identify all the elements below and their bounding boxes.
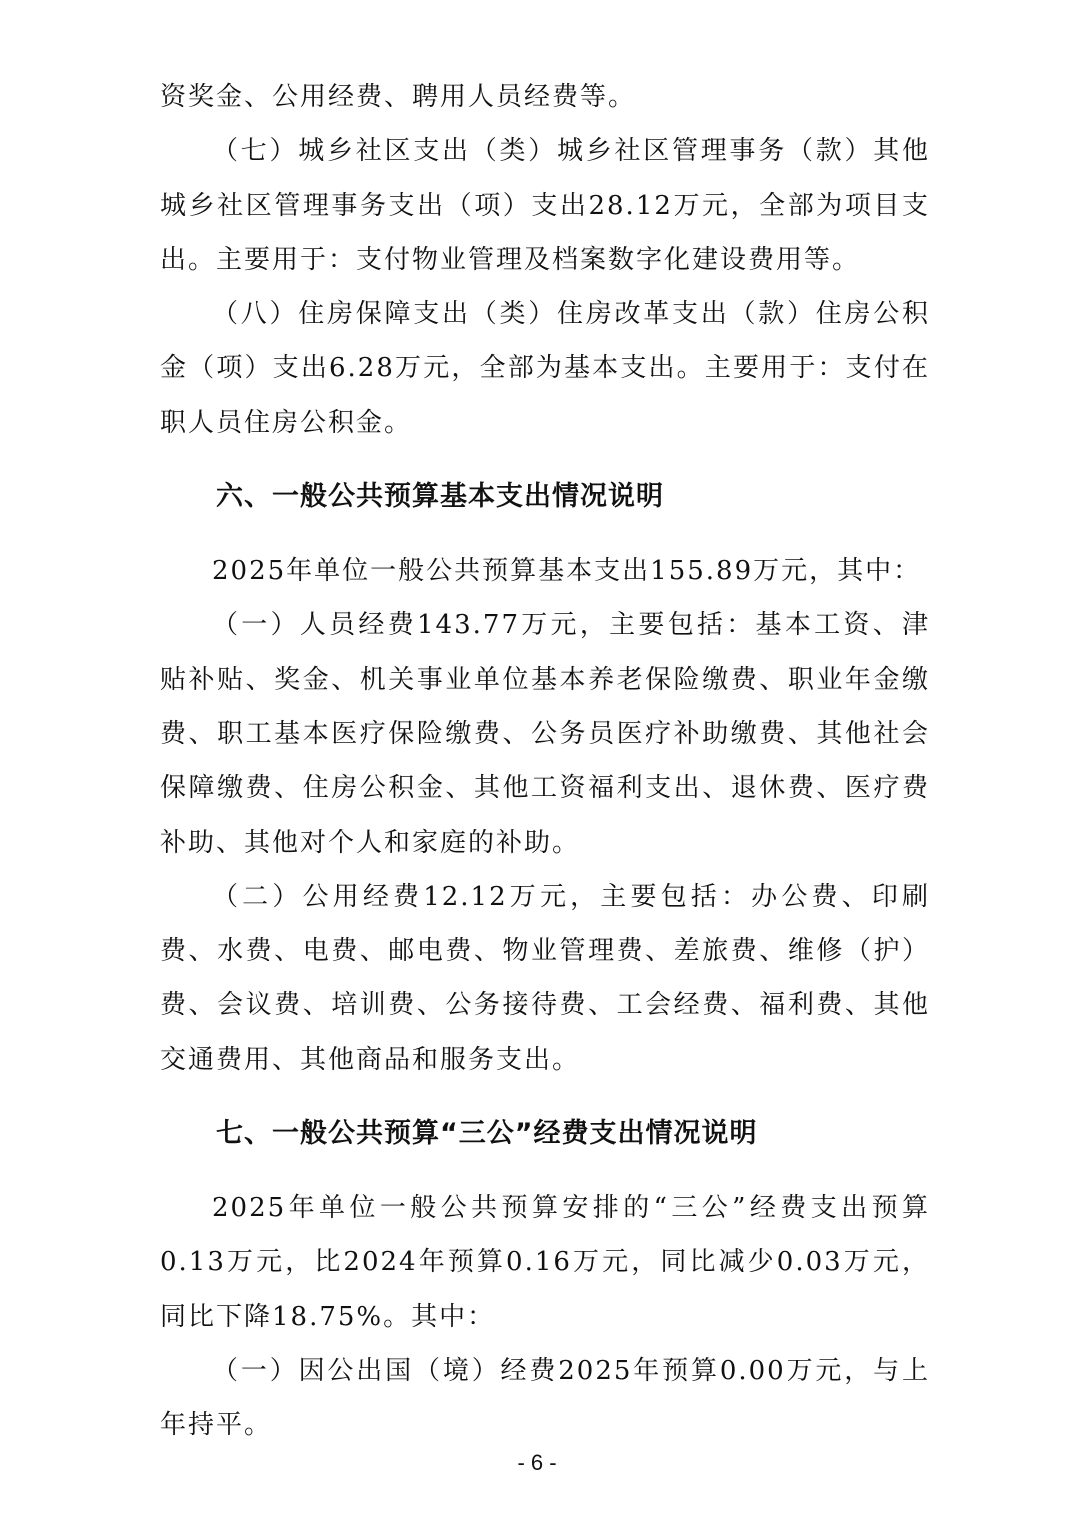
page-number: - 6 - bbox=[517, 1450, 557, 1475]
paragraph-personnel: （一）人员经费143.77万元，主要包括：基本工资、津贴补贴、奖金、机关事业单位基本养老保险缴费、职业年金缴费、职工基本医疗保险缴费、公务员医疗补助缴费、其他社会保障缴费、住房公积金、其他工资福利支出、退休费、医疗费补助、其他对个人和家庭的补助。 bbox=[160, 610, 930, 858]
paragraph-three-public: 2025年单位一般公共预算安排的“三公”经费支出预算0.13万元，比2024年预算0.16万元，同比减少0.03万元，同比下降18.75%。其中： bbox=[160, 1193, 930, 1332]
section-heading-7: 七、一般公共预算“三公”经费支出情况说明 bbox=[216, 1118, 758, 1150]
paragraph-urban-community: （七）城乡社区支出（类）城乡社区管理事务（款）其他城乡社区管理事务支出（项）支出28.12万元，全部为项目支出。主要用于：支付物业管理及档案数字化建设费用等。 bbox=[160, 136, 930, 275]
section-heading-6: 六、一般公共预算基本支出情况说明 bbox=[216, 481, 664, 513]
paragraph-housing: （八）住房保障支出（类）住房改革支出（款）住房公积金（项）支出6.28万元，全部为基本支出。主要用于：支付在职人员住房公积金。 bbox=[160, 299, 930, 438]
paragraph-public-funds: （二）公用经费12.12万元，主要包括：办公费、印刷费、水费、电费、邮电费、物业管理费、差旅费、维修（护）费、会议费、培训费、公务接待费、工会经费、福利费、其他交通费用、其他商品和服务支出。 bbox=[160, 881, 930, 1075]
document-page bbox=[160, 70, 930, 1453]
paragraph-basic-expenditure: 2025年单位一般公共预算基本支出155.89万元，其中： bbox=[212, 556, 922, 587]
paragraph-continuation: 资奖金、公用经费、聘用人员经费等。 bbox=[160, 82, 637, 112]
paragraph-overseas: （一）因公出国（境）经费2025年预算0.00万元，与上年持平。 bbox=[160, 1355, 930, 1441]
